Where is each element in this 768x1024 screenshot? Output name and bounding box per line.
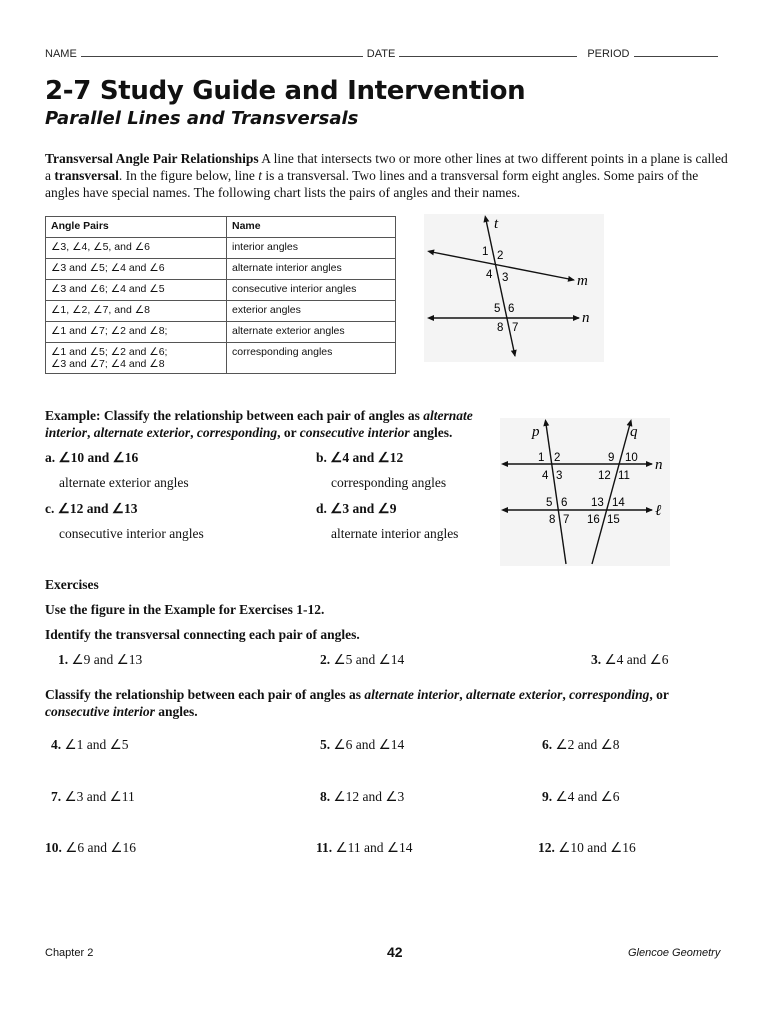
angle-label: 15	[607, 514, 620, 526]
label-n: n	[582, 310, 590, 326]
item-letter: c.	[45, 501, 55, 516]
item-pair: ∠3 and ∠9	[330, 501, 397, 516]
example-item-b	[316, 450, 403, 466]
header-fields	[45, 46, 725, 60]
table-row	[46, 259, 396, 280]
angle-label: 9	[608, 452, 615, 464]
angle-label: 2	[554, 452, 561, 464]
exercise-text: ∠10 and ∠16	[558, 840, 636, 855]
angle-label: 4	[542, 470, 549, 482]
example-opt: alternate exterior	[93, 425, 191, 440]
example-item-a	[45, 450, 138, 466]
item-pair: ∠10 and ∠16	[58, 450, 139, 465]
table-header-row	[46, 217, 396, 238]
example-answer-d: alternate interior angles	[331, 526, 459, 541]
angle-label: 14	[612, 497, 625, 509]
table-row	[46, 343, 396, 374]
exercise-text: ∠4 and ∠6	[604, 652, 669, 667]
example-sep: , or	[277, 425, 300, 440]
exercise-number: 7.	[51, 789, 62, 804]
label-m: m	[577, 273, 588, 289]
table-cell: exterior angles	[227, 301, 396, 322]
table-row	[46, 238, 396, 259]
example-sep: ,	[190, 425, 197, 440]
angle-label: 7	[563, 514, 570, 526]
table-header: Angle Pairs	[46, 217, 227, 238]
exercise-10	[45, 840, 136, 856]
label-t: t	[494, 216, 499, 232]
page-title: 2-7 Study Guide and Intervention	[45, 76, 526, 106]
table-cell: ∠3 and ∠6; ∠4 and ∠5	[46, 280, 227, 301]
exercise-text: ∠1 and ∠5	[64, 737, 129, 752]
angle-label: 7	[512, 322, 519, 334]
angle-label: 11	[618, 470, 630, 482]
exercise-8	[320, 789, 404, 805]
table-cell: ∠3, ∠4, ∠5, and ∠6	[46, 238, 227, 259]
exercises-instruction-2: Identify the transversal connecting each pair of angles.	[45, 627, 360, 642]
table-cell-line: ∠3 and ∠7; ∠4 and ∠8	[51, 358, 165, 370]
exercise-text: ∠5 and ∠14	[333, 652, 405, 667]
angle-label: 1	[538, 452, 545, 464]
footer-chapter: Chapter 2	[45, 947, 94, 959]
table-cell: alternate exterior angles	[227, 322, 396, 343]
exercise-number: 10.	[45, 840, 62, 855]
example-heading	[45, 407, 515, 441]
exercise-text: ∠9 and ∠13	[71, 652, 143, 667]
exercise-number: 8.	[320, 789, 331, 804]
table-header: Name	[227, 217, 396, 238]
table-cell: ∠3 and ∠5; ∠4 and ∠6	[46, 259, 227, 280]
table-cell: interior angles	[227, 238, 396, 259]
example-opt: corresponding	[196, 425, 278, 440]
example-answer-a: alternate exterior angles	[59, 475, 189, 490]
date-label: DATE	[366, 48, 396, 60]
exercises-instruction-1: Use the figure in the Example for Exercises 1-12.	[45, 602, 325, 617]
exercise-text: ∠11 and ∠14	[335, 840, 413, 855]
angle-label: 8	[549, 514, 556, 526]
angle-label: 3	[556, 470, 563, 482]
classify-opt: alternate exterior	[466, 687, 563, 702]
intro-term: transversal	[54, 168, 119, 183]
intro-text1: A line that intersects two or more other lines at two different points in a plane is called a	[45, 151, 728, 183]
label-n: n	[655, 457, 663, 473]
name-label: NAME	[45, 48, 77, 60]
name-blank[interactable]	[81, 46, 363, 57]
angle-pairs-table	[45, 216, 396, 374]
table-row	[46, 322, 396, 343]
exercises-heading: Exercises	[45, 577, 99, 592]
item-pair: ∠4 and ∠12	[330, 450, 404, 465]
classify-opt: consecutive interior	[45, 704, 155, 719]
classify-instruction	[45, 686, 725, 720]
classify-opt: alternate interior	[364, 687, 460, 702]
exercise-text: ∠6 and ∠16	[65, 840, 136, 855]
exercise-text: ∠4 and ∠6	[555, 789, 620, 804]
table-cell: consecutive interior angles	[227, 280, 396, 301]
table-cell: corresponding angles	[227, 343, 396, 374]
period-label: PERIOD	[587, 48, 630, 60]
figure-background	[500, 418, 670, 566]
exercise-text: ∠12 and ∠3	[333, 789, 405, 804]
example-lead: Example: Classify the relationship between each pair of angles as	[45, 408, 424, 423]
exercise-text: ∠2 and ∠8	[555, 737, 620, 752]
example-answer-b: corresponding angles	[331, 475, 447, 490]
angle-label: 10	[625, 452, 638, 464]
item-letter: a.	[45, 450, 56, 465]
angle-label: 5	[494, 303, 501, 315]
angle-label: 3	[502, 272, 509, 284]
angle-label: 6	[508, 303, 515, 315]
exercise-5	[320, 737, 404, 753]
angle-label: 2	[497, 250, 504, 262]
classify-sep: , or	[649, 687, 669, 702]
period-blank[interactable]	[634, 46, 718, 57]
angle-label: 6	[561, 497, 568, 509]
page-subtitle: Parallel Lines and Transversals	[45, 108, 359, 129]
angle-label: 4	[486, 269, 493, 281]
item-pair: ∠12 and ∠13	[57, 501, 138, 516]
date-blank[interactable]	[399, 46, 577, 57]
angle-label: 1	[482, 246, 489, 258]
exercise-number: 12.	[538, 840, 555, 855]
table-row	[46, 301, 396, 322]
example-item-c	[45, 501, 137, 517]
angle-label: 16	[587, 514, 600, 526]
exercise-2	[320, 652, 404, 668]
example-sep: ,	[87, 425, 94, 440]
exercise-11	[316, 840, 412, 856]
exercise-number: 3.	[591, 652, 602, 667]
exercise-number: 6.	[542, 737, 553, 752]
transversal-figure-1	[424, 214, 604, 362]
intro-text3: is a transversal. Two lines and a transversal form eight angles. Some pairs of the angles have special names. The following chart lists the pairs of angles and their names.	[45, 168, 699, 200]
table-cell-line: ∠1 and ∠5; ∠2 and ∠6;	[51, 346, 168, 358]
label-p: p	[532, 424, 540, 440]
exercise-number: 9.	[542, 789, 553, 804]
exercise-text: ∠3 and ∠11	[64, 789, 135, 804]
classify-sep: ,	[459, 687, 467, 702]
exercise-3	[591, 652, 668, 668]
exercise-number: 11.	[316, 840, 333, 855]
example-answer-c: consecutive interior angles	[59, 526, 204, 541]
example-opt: consecutive interior	[299, 425, 410, 440]
exercise-number: 2.	[320, 652, 331, 667]
classify-sep: ,	[562, 687, 570, 702]
footer-book: Glencoe Geometry	[628, 947, 721, 959]
exercise-number: 1.	[58, 652, 69, 667]
classify-opt: corresponding	[569, 687, 650, 702]
intro-text2: . In the figure below, line	[118, 168, 259, 183]
angle-label: 8	[497, 322, 504, 334]
item-letter: b.	[316, 450, 327, 465]
example-item-d	[316, 501, 397, 517]
classify-lead: Classify the relationship between each pair of angles as	[45, 687, 365, 702]
angle-label: 13	[591, 497, 604, 509]
intro-paragraph	[45, 150, 728, 201]
classify-tail: angles.	[154, 704, 198, 719]
exercise-4	[51, 737, 128, 753]
table-cell: ∠1 and ∠7; ∠2 and ∠8;	[46, 322, 227, 343]
exercise-1	[58, 652, 142, 668]
label-q: q	[630, 424, 638, 440]
table-cell: ∠1, ∠2, ∠7, and ∠8	[46, 301, 227, 322]
table-cell	[46, 343, 227, 374]
angle-label: 12	[598, 470, 611, 482]
intro-line-var: t	[258, 168, 262, 183]
exercise-number: 4.	[51, 737, 62, 752]
example-tail: angles.	[409, 425, 453, 440]
angle-label: 5	[546, 497, 553, 509]
footer-page-number: 42	[387, 944, 403, 960]
exercise-6	[542, 737, 619, 753]
exercise-12	[538, 840, 636, 856]
item-letter: d.	[316, 501, 327, 516]
example-opt: alternate interior	[45, 408, 473, 440]
transversal-figure-2	[500, 418, 670, 566]
label-l: ℓ	[655, 503, 662, 519]
exercise-text: ∠6 and ∠14	[333, 737, 405, 752]
table-cell: alternate interior angles	[227, 259, 396, 280]
exercise-9	[542, 789, 619, 805]
exercise-number: 5.	[320, 737, 331, 752]
intro-lead: Transversal Angle Pair Relationships	[45, 151, 259, 166]
table-row	[46, 280, 396, 301]
exercise-7	[51, 789, 135, 805]
